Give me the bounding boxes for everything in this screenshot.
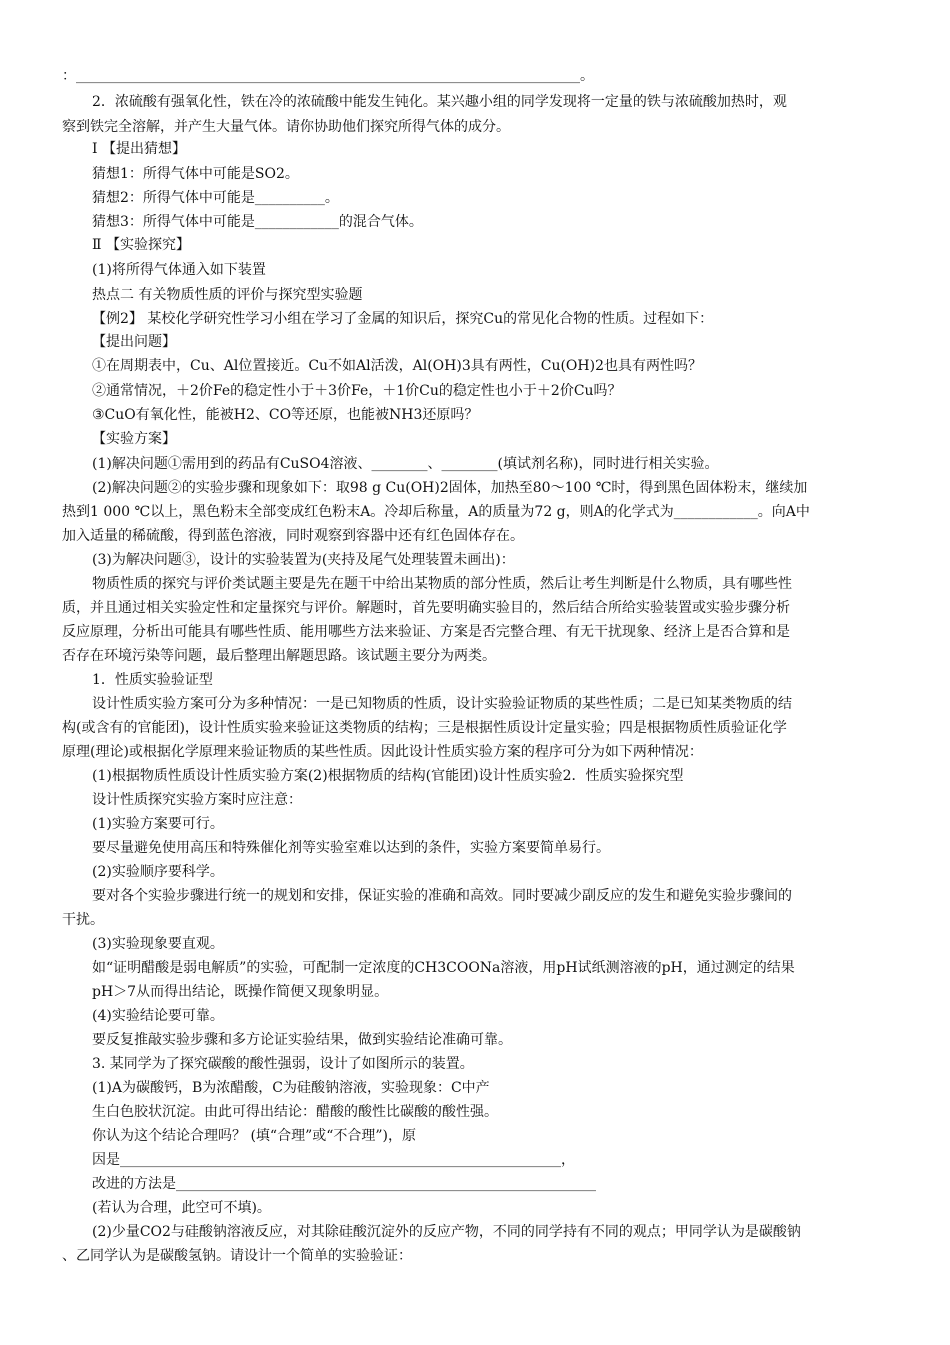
text-line: ：________________________________________________________________________。: [62, 68, 594, 84]
text-line: 否存在环境污染等问题，最后整理出解题思路。该试题主要分为两类。: [62, 648, 496, 664]
text-line: 干扰。: [62, 912, 104, 928]
text-line: 加入适量的稀硫酸，得到蓝色溶液，同时观察到容器中还有红色固体存在。: [62, 528, 524, 544]
section-title: 热点二 有关物质性质的评价与探究型实验题: [92, 287, 363, 303]
text-line: 质，并且通过相关实验定性和定量探究与评价。解题时，首先要明确实验目的，然后结合所给实验装置或实验步骤分析: [62, 600, 790, 616]
text-line: (1)A为碳酸钙，B为浓醋酸，C为硅酸钠溶液，实验现象：C中产: [92, 1080, 490, 1096]
text-line: (1)解决问题①需用到的药品有CuSO4溶液、________、________(填试剂名称)，同时进行相关实验。: [92, 456, 719, 472]
heading: 【实验方案】: [92, 431, 176, 447]
text-line: 如“证明醋酸是弱电解质”的实验，可配制一定浓度的CH3COONa溶液，用pH试纸测溶液的pH，通过测定的结果: [92, 960, 795, 976]
text-line: (1)根据物质性质设计性质实验方案(2)根据物质的结构(官能团)设计性质实验2．性质实验探究型: [92, 768, 684, 784]
text-line: ①在周期表中，Cu、Al位置接近。Cu不如Al活泼，Al(OH)3具有两性，Cu(OH)2也具有两性吗？: [92, 358, 702, 374]
text-line: 物质性质的探究与评价类试题主要是先在题干中给出某物质的部分性质，然后让考生判断是什么物质，具有哪些性: [92, 576, 792, 592]
text-line: 反应原理，分析出可能具有哪些性质、能用哪些方法来验证、方案是否完整合理、有无干扰现象、经济上是否合算和是: [62, 624, 790, 640]
text-line: 设计性质探究实验方案时应注意：: [92, 792, 302, 808]
text-line: 猜想2：所得气体中可能是__________。: [92, 190, 339, 206]
text-line: (3)实验现象要直观。: [92, 936, 224, 952]
text-line: (2)实验顺序要科学。: [92, 864, 224, 880]
text-line: 你认为这个结论合理吗？ (填“合理”或“不合理”)，原: [92, 1128, 417, 1144]
text-line: 原理(理论)或根据化学原理来验证物质的某些性质。因此设计性质实验方案的程序可分为如下两种情况：: [62, 744, 703, 760]
text-line: ②通常情况，＋2价Fe的稳定性小于＋3价Fe，＋1价Cu的稳定性也小于＋2价Cu吗？: [92, 383, 622, 399]
text-line: 猜想3：所得气体中可能是____________的混合气体。: [92, 214, 423, 230]
text-line: (2)少量CO2与硅酸钠溶液反应，对其除硅酸沉淀外的反应产物，不同的同学持有不同的观点；甲同学认为是碳酸钠: [92, 1224, 801, 1240]
heading: 1．性质实验验证型: [92, 672, 213, 688]
text-line: pH＞7从而得出结论，既操作简便又现象明显。: [92, 984, 389, 1000]
text-line: 因是_______________________________________________________________，: [92, 1152, 575, 1168]
text-line: 设计性质实验方案可分为多种情况：一是已知物质的性质，设计实验验证物质的某些性质；二是已知某类物质的结: [92, 696, 792, 712]
text-line: 2．浓硫酸有强氧化性，铁在冷的浓硫酸中能发生钝化。某兴趣小组的同学发现将一定量的铁与浓硫酸加热时，观: [92, 94, 787, 110]
heading: Ⅰ 【提出猜想】: [92, 141, 186, 157]
text-line: (2)解决问题②的实验步骤和现象如下：取98 g Cu(OH)2固体，加热至80～100 ℃时，得到黑色固体粉末，继续加: [92, 480, 808, 496]
text-line: 【例2】 某校化学研究性学习小组在学习了金属的知识后，探究Cu的常见化合物的性质。过程如下：: [92, 311, 714, 327]
text-line: (1)实验方案要可行。: [92, 816, 224, 832]
text-line: 猜想1：所得气体中可能是SO2。: [92, 166, 299, 182]
text-line: 察到铁完全溶解，并产生大量气体。请你协助他们探究所得气体的成分。: [62, 119, 510, 135]
text-line: ③CuO有氧化性，能被H2、CO等还原，也能被NH3还原吗？: [92, 407, 479, 423]
text-line: 、乙同学认为是碳酸氢钠。请设计一个简单的实验验证：: [62, 1248, 412, 1264]
text-line: (若认为合理，此空可不填)。: [92, 1200, 271, 1216]
text-line: 要尽量避免使用高压和特殊催化剂等实验室难以达到的条件，实验方案要简单易行。: [92, 840, 610, 856]
text-line: 3. 某同学为了探究碳酸的酸性强弱，设计了如图所示的装置。: [92, 1056, 474, 1072]
text-line: 改进的方法是____________________________________________________________: [92, 1176, 596, 1192]
text-line: (3)为解决问题③，设计的实验装置为(夹持及尾气处理装置未画出)：: [92, 552, 515, 568]
text-line: (1)将所得气体通入如下装置: [92, 262, 266, 278]
text-line: 要反复推敲实验步骤和多方论证实验结果，做到实验结论准确可靠。: [92, 1032, 512, 1048]
text-line: 热到1 000 ℃以上，黑色粉末全部变成红色粉末A。冷却后称量，A的质量为72 g，则A的化学式为____________。向A中: [62, 504, 810, 520]
heading: 【提出问题】: [92, 334, 176, 350]
text-line: 生白色胶状沉淀。由此可得出结论：醋酸的酸性比碳酸的酸性强。: [92, 1104, 498, 1120]
text-line: (4)实验结论要可靠。: [92, 1008, 224, 1024]
heading: Ⅱ 【实验探究】: [92, 237, 190, 253]
text-line: 构(或含有的官能团)，设计性质实验来验证这类物质的结构；三是根据性质设计定量实验；四是根据物质性质验证化学: [62, 720, 787, 736]
text-line: 要对各个实验步骤进行统一的规划和安排，保证实验的准确和高效。同时要减少副反应的发生和避免实验步骤间的: [92, 888, 792, 904]
